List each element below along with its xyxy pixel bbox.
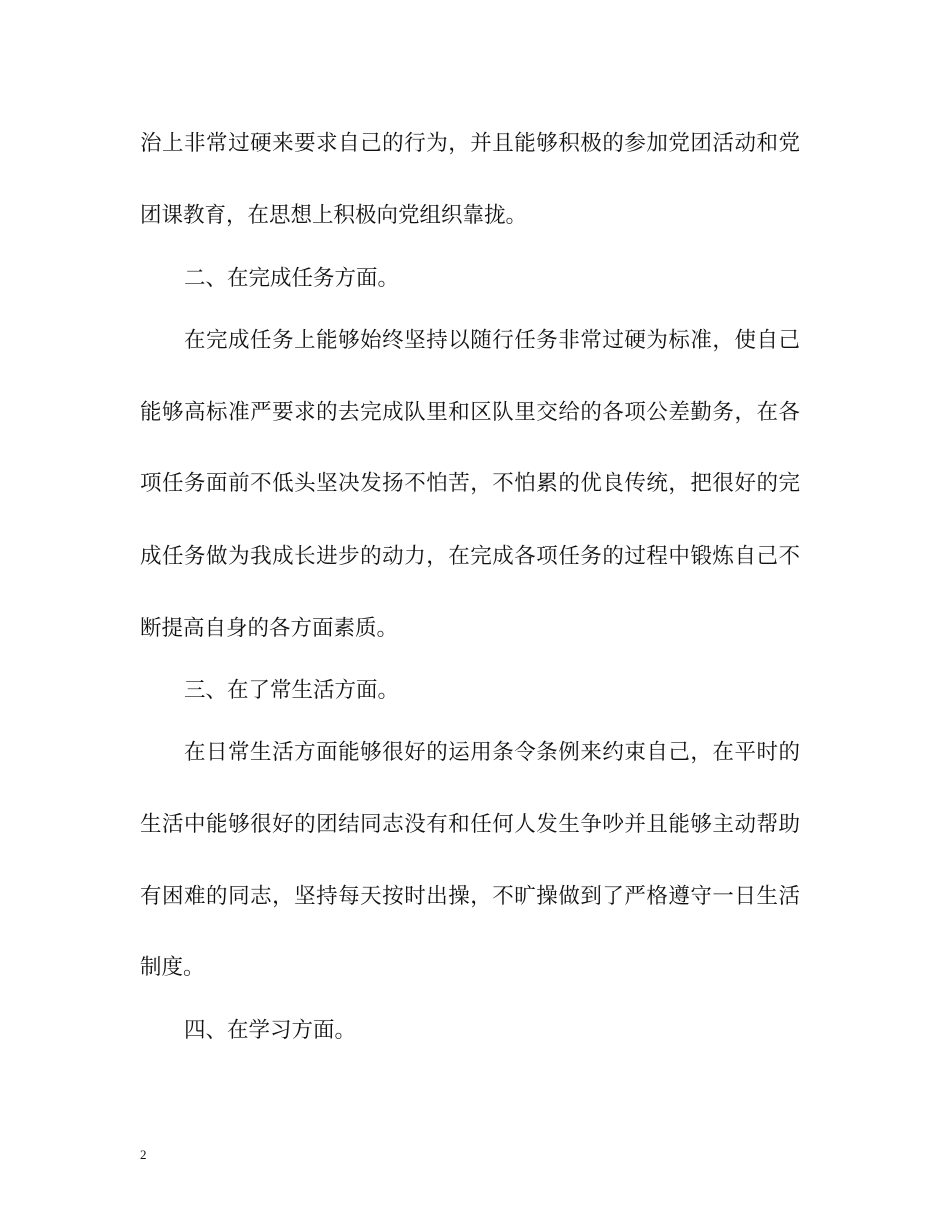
paragraph-line: 成任务做为我成长进步的动力，在完成各项任务的过程中锻炼自己不 bbox=[140, 544, 800, 569]
paragraph-line: 在日常生活方面能够很好的运用条令条例来约束自己，在平时的 bbox=[184, 740, 800, 765]
section-heading: 三、在了常生活方面。 bbox=[184, 678, 400, 703]
paragraph-line: 断提高自身的各方面素质。 bbox=[140, 616, 399, 641]
paragraph-line: 制度。 bbox=[140, 955, 205, 980]
paragraph-line: 有困难的同志，坚持每天按时出操，不旷操做到了严格遵守一日生活 bbox=[140, 884, 800, 909]
section-heading: 四、在学习方面。 bbox=[184, 1018, 357, 1043]
paragraph-line: 项任务面前不低头坚决发扬不怕苦，不怕累的优良传统，把很好的完 bbox=[140, 471, 800, 496]
paragraph-line: 治上非常过硬来要求自己的行为，并且能够积极的参加党团活动和党 bbox=[140, 131, 800, 156]
page-number: 2 bbox=[140, 1147, 147, 1162]
paragraph-line: 能够高标准严要求的去完成队里和区队里交给的各项公差勤务，在各 bbox=[140, 400, 800, 425]
paragraph-line: 团课教育，在思想上积极向党组织靠拢。 bbox=[140, 203, 528, 228]
paragraph-line: 在完成任务上能够始终坚持以随行任务非常过硬为标准，使自己 bbox=[184, 328, 800, 353]
paragraph-line: 生活中能够很好的团结同志没有和任何人发生争吵并且能够主动帮助 bbox=[140, 812, 800, 837]
section-heading: 二、在完成任务方面。 bbox=[184, 266, 400, 291]
